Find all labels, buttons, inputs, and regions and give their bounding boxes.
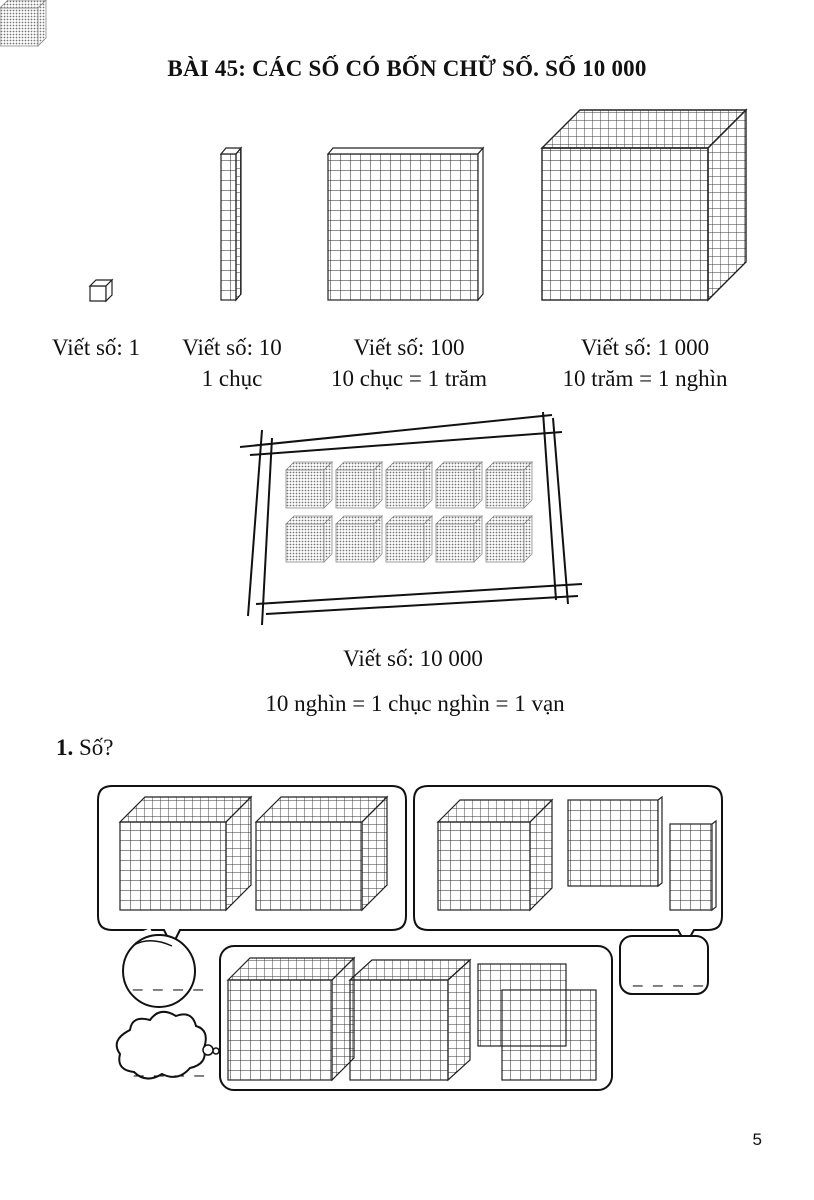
answer-bubble-circle	[123, 930, 195, 1007]
caption-hundred-line1: Viết số: 100	[353, 335, 465, 360]
caption-hundred-line2: 10 chục = 1 trăm	[330, 366, 488, 391]
caption-thousand-line1: Viết số: 1 000	[580, 335, 710, 360]
caption-unit: Viết số: 1	[52, 335, 141, 360]
thousand-cube-image	[542, 110, 746, 300]
caption-thousand-line2: 10 trăm = 1 nghìn	[562, 366, 728, 391]
hundred-flat-image	[328, 148, 483, 300]
lesson-title: BÀI 45: CÁC SỐ CÓ BỐN CHỮ SỐ. SỐ 10 000	[167, 56, 647, 81]
answer-blank-rect[interactable]: _ _ _ _	[633, 968, 706, 987]
exercise-prompt: Số?	[79, 735, 114, 760]
exercise-panel-bottom	[220, 946, 612, 1090]
caption-ten	[176, 332, 288, 394]
exercise-panel-right	[414, 786, 722, 944]
ten-rod-image	[221, 148, 241, 300]
caption-ten-line2: 1 chục	[201, 366, 263, 391]
caption-ten-thousand-line2: 10 nghìn = 1 chục nghìn = 1 vạn	[265, 691, 565, 716]
caption-ten-line1: Viết số: 10	[182, 335, 282, 360]
answer-blank-cloud[interactable]: _ _ _ _	[134, 1058, 207, 1077]
exercise-1-heading	[56, 735, 114, 761]
ten-thousand-image	[0, 0, 582, 625]
exercise-number: 1.	[56, 735, 74, 760]
exercise-panel-left	[98, 786, 406, 946]
unit-cube-image	[90, 280, 112, 301]
page-number: 5	[752, 1130, 762, 1149]
caption-thousand	[550, 332, 740, 394]
caption-ten-thousand-line1: Viết số: 10 000	[343, 646, 483, 671]
answer-blank-circle[interactable]: _ _ _ _	[133, 972, 206, 991]
caption-hundred	[318, 332, 500, 394]
